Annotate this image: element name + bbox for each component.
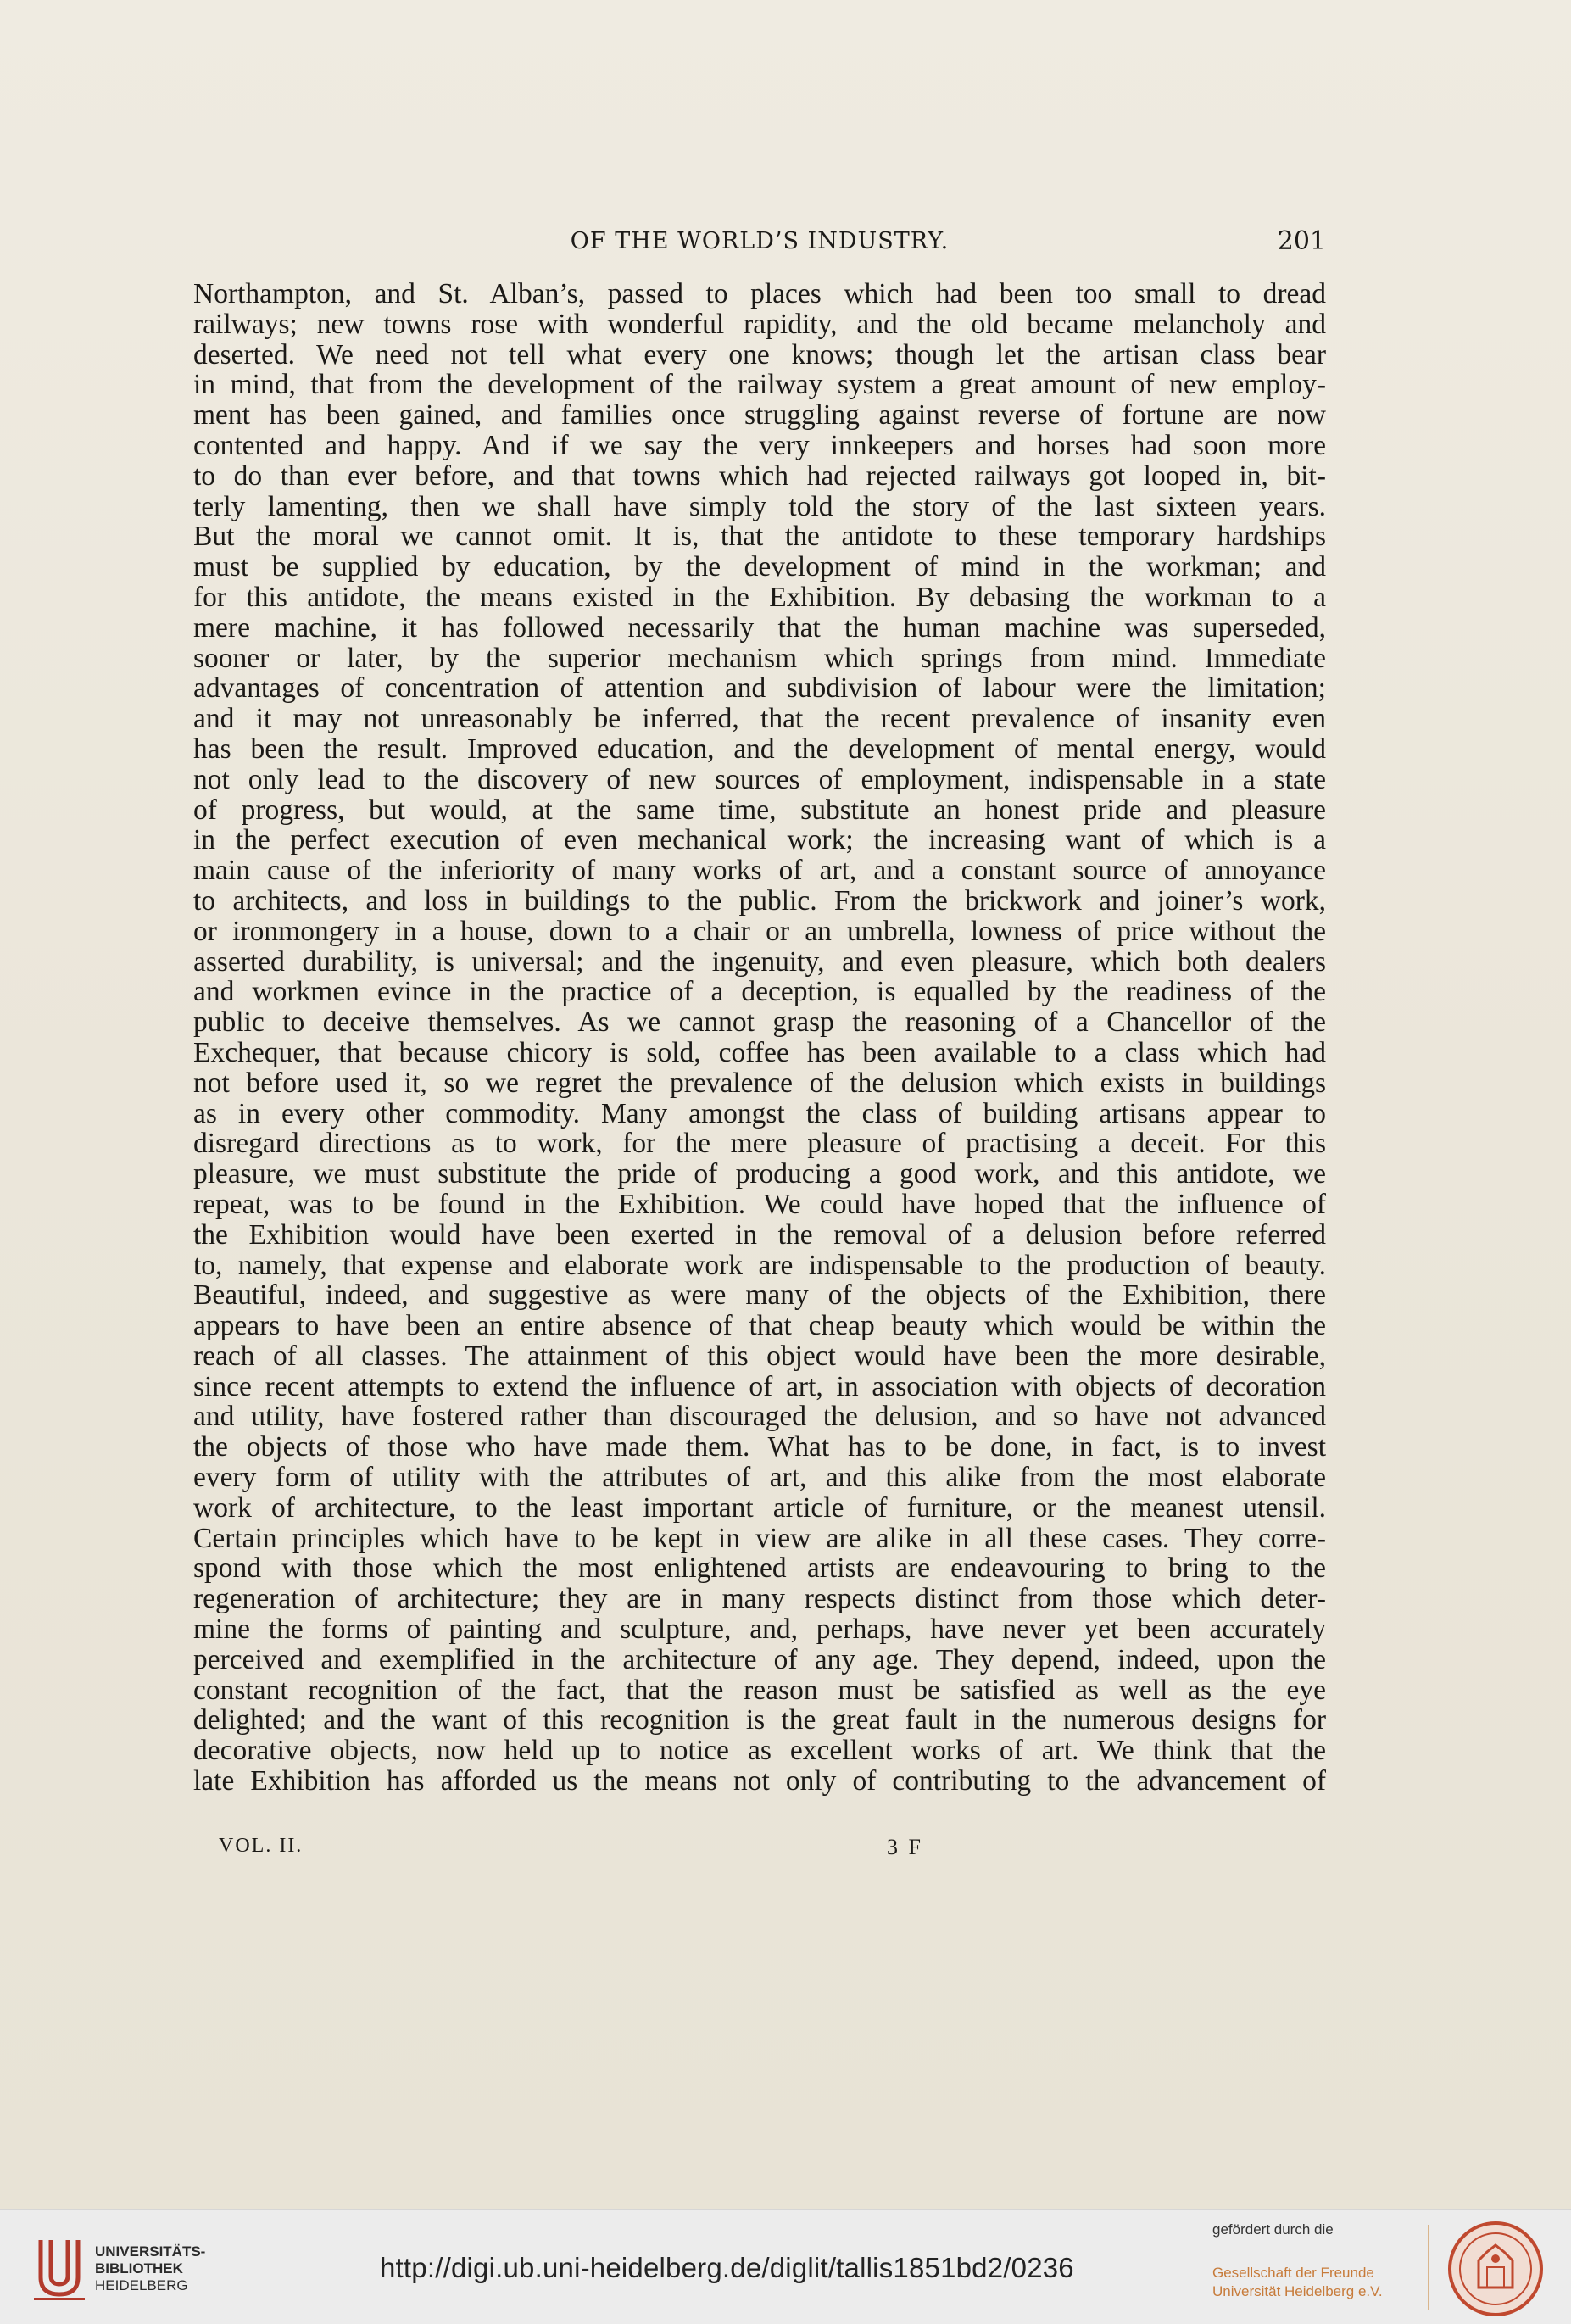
text-line: late Exhibition has afforded us the means not only of contributing to the advancement of bbox=[193, 1766, 1326, 1797]
funded-by-label: gefördert durch die bbox=[1212, 2221, 1334, 2238]
text-line: repeat, was to be found in the Exhibition. We could have hoped that the influence of bbox=[193, 1189, 1326, 1220]
text-line: to, namely, that expense and elaborate work are indispensable to the production of beauty. bbox=[193, 1250, 1326, 1281]
text-line: reach of all classes. The attainment of this object would have been the more desirable, bbox=[193, 1340, 1326, 1372]
text-line: mere machine, it has followed necessarily that the human machine was superseded, bbox=[193, 612, 1326, 644]
library-name bbox=[95, 2243, 205, 2294]
library-name-line3: HEIDELBERG bbox=[95, 2277, 188, 2293]
society-name-line1: Gesellschaft der Freunde bbox=[1212, 2265, 1374, 2281]
text-line: in mind, that from the development of the railway system a great amount of new employ- bbox=[193, 370, 1326, 401]
society-name-line2: Universität Heidelberg e.V. bbox=[1212, 2283, 1383, 2299]
text-line: spond with those which the most enlightened artists are endeavouring to bring to the bbox=[193, 1553, 1326, 1585]
society-name bbox=[1212, 2264, 1383, 2301]
text-line: pleasure, we must substitute the pride of producing a good work, and this antidote, we bbox=[193, 1159, 1326, 1190]
text-line: the objects of those who have made them. What has to be done, in fact, is to invest bbox=[193, 1432, 1326, 1463]
text-line: main cause of the inferiority of many works of art, and a constant source of annoyance bbox=[193, 855, 1326, 886]
text-line: to do than ever before, and that towns which had rejected railways got looped in, bit- bbox=[193, 460, 1326, 492]
text-line: ment has been gained, and families once struggling against reverse of fortune are now bbox=[193, 400, 1326, 431]
running-head bbox=[193, 223, 1326, 260]
body-text bbox=[193, 279, 1326, 1797]
text-line: delighted; and the want of this recognition is the great fault in the numerous designs for bbox=[193, 1705, 1326, 1736]
text-line: But the moral we cannot omit. It is, that the antidote to these temporary hardships bbox=[193, 521, 1326, 553]
volume-label: VOL. II. bbox=[219, 1835, 304, 1857]
text-line: and it may not unreasonably be inferred, that the recent prevalence of insanity even bbox=[193, 704, 1326, 734]
text-line: since recent attempts to extend the influence of art, in association with objects of decoration bbox=[193, 1371, 1326, 1402]
library-name-line1: UNIVERSITÄTS- bbox=[95, 2243, 206, 2260]
text-line: deserted. We need not tell what every one knows; though let the artisan class bear bbox=[193, 339, 1326, 371]
text-line: for this antidote, the means existed in the Exhibition. By debasing the workman to a bbox=[193, 582, 1326, 613]
viewer-footer-bar bbox=[0, 2209, 1571, 2324]
text-line: and utility, have fostered rather than discouraged the delusion, and so have not advanced bbox=[193, 1402, 1326, 1433]
text-line: to architects, and loss in buildings to the public. From the brickwork and joiner’s work, bbox=[193, 885, 1326, 917]
text-line: and workmen evince in the practice of a deception, is equalled by the readiness of the bbox=[193, 977, 1326, 1008]
text-line: contented and happy. And if we say the very innkeepers and horses had soon more bbox=[193, 430, 1326, 461]
university-seal-icon bbox=[1446, 2220, 1545, 2318]
text-line: appears to have been an entire absence of that cheap beauty which would be within the bbox=[193, 1311, 1326, 1341]
text-line: work of architecture, to the least important article of furniture, or the meanest utensil. bbox=[193, 1492, 1326, 1524]
page-footer bbox=[193, 1835, 1326, 1864]
running-head-title: OF THE WORLD’S INDUSTRY. bbox=[570, 228, 950, 254]
university-library-logo-icon bbox=[34, 2235, 85, 2301]
text-line: railways; new towns rose with wonderful rapidity, and the old became melancholy and bbox=[193, 309, 1326, 340]
library-name-line2: BIBLIOTHEK bbox=[95, 2260, 183, 2277]
text-line: decorative objects, now held up to notice as excellent works of art. We think that the bbox=[193, 1736, 1326, 1767]
text-line: has been the result. Improved education, and the development of mental energy, would bbox=[193, 733, 1326, 765]
text-line: of progress, but would, at the same time, substitute an honest pride and pleasure bbox=[193, 794, 1326, 826]
text-line: Northampton, and St. Alban’s, passed to places which had been too small to dread bbox=[193, 279, 1326, 309]
footer-divider bbox=[1428, 2225, 1429, 2310]
text-line: Exchequer, that because chicory is sold, coffee has been available to a class which had bbox=[193, 1037, 1326, 1068]
signature-mark: 3 F bbox=[887, 1835, 923, 1859]
text-line: asserted durability, is universal; and the ingenuity, and even pleasure, which both dealers bbox=[193, 946, 1326, 978]
text-line: in the perfect execution of even mechanical work; the increasing want of which is a bbox=[193, 825, 1326, 856]
text-line: terly lamenting, then we shall have simply told the story of the last sixteen years. bbox=[193, 491, 1326, 522]
text-line: the Exhibition would have been exerted in the removal of a delusion before referred bbox=[193, 1219, 1326, 1251]
page-number: 201 bbox=[1277, 226, 1326, 256]
text-line: public to deceive themselves. As we cannot grasp the reasoning of a Chancellor of the bbox=[193, 1007, 1326, 1038]
text-line: regeneration of architecture; they are in many respects distinct from those which deter- bbox=[193, 1584, 1326, 1615]
text-line: advantages of concentration of attention and subdivision of labour were the limitation; bbox=[193, 673, 1326, 705]
text-line: perceived and exemplified in the architecture of any age. They depend, indeed, upon the bbox=[193, 1644, 1326, 1675]
text-line: or ironmongery in a house, down to a chair or an umbrella, lowness of price without the bbox=[193, 916, 1326, 947]
text-line: not before used it, so we regret the prevalence of the delusion which exists in buildings bbox=[193, 1067, 1326, 1099]
permalink-url[interactable]: http://digi.ub.uni-heidelberg.de/diglit/tallis1851bd2/0236 bbox=[380, 2252, 1074, 2283]
text-line: as in every other commodity. Many amongst the class of building artisans appear to bbox=[193, 1098, 1326, 1129]
text-line: sooner or later, by the superior mechanism which springs from mind. Immediate bbox=[193, 643, 1326, 674]
text-line: disregard directions as to work, for the mere pleasure of practising a deceit. For this bbox=[193, 1129, 1326, 1160]
text-line: not only lead to the discovery of new sources of employment, indispensable in a state bbox=[193, 764, 1326, 795]
text-line: mine the forms of painting and sculpture, and, perhaps, have never yet been accurately bbox=[193, 1614, 1326, 1645]
text-line: Beautiful, indeed, and suggestive as were many of the objects of the Exhibition, there bbox=[193, 1280, 1326, 1312]
text-line: constant recognition of the fact, that the reason must be satisfied as well as the eye bbox=[193, 1675, 1326, 1706]
text-line: Certain principles which have to be kept in view are alike in all these cases. They corre- bbox=[193, 1523, 1326, 1554]
text-line: must be supplied by education, by the development of mind in the workman; and bbox=[193, 552, 1326, 582]
text-line: every form of utility with the attributes of art, and this alike from the most elaborate bbox=[193, 1463, 1326, 1493]
